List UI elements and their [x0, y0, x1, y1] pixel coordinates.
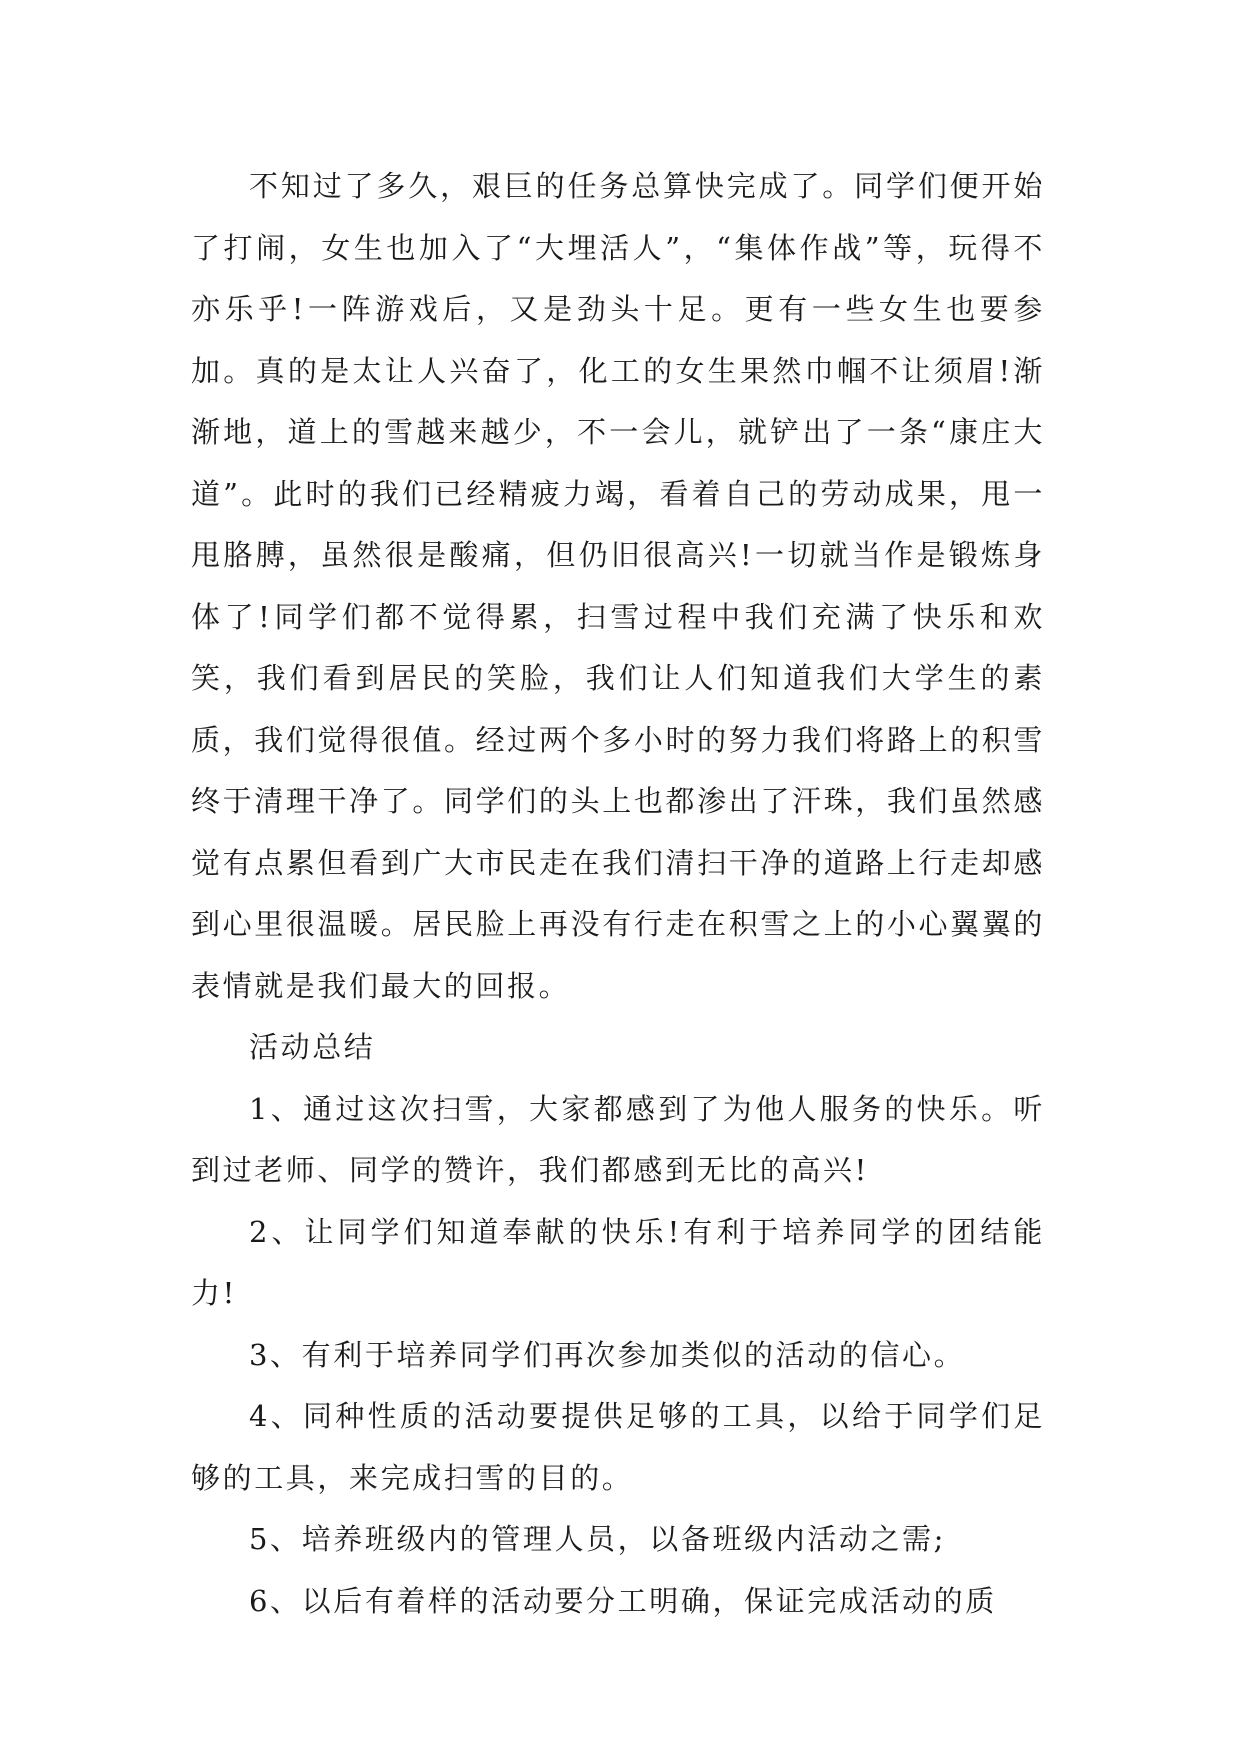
section-heading: 活动总结	[249, 1030, 376, 1064]
summary-item-4: 4、同种性质的活动要提供足够的工具，以给于同学们足够的工具，来完成扫雪的目的。	[191, 1399, 1045, 1495]
summary-item-5: 5、培养班级内的管理人员，以备班级内活动之需;	[249, 1522, 947, 1556]
body-paragraph: 不知过了多久，艰巨的任务总算快完成了。同学们便开始了打闹，女生也加入了“大埋活人”，“集体作战”等，玩得不亦乐乎!一阵游戏后，又是劲头十足。更有一些女生也要参加。真的是太让人兴奋了，化工的女生果然巾帼不让须眉!渐渐地，道上的雪越来越少，不一会儿，就铲出了一条“康庄大道”。此时的我们已经精疲力竭，看着自己的劳动成果，甩一甩胳膊，虽然很是酸痛，但仍旧很高兴!一切就当作是锻炼身体了!同学们都不觉得累，扫雪过程中我们充满了快乐和欢笑，我们看到居民的笑脸，我们让人们知道我们大学生的素质，我们觉得很值。经过两个多小时的努力我们将路上的积雪终于清理干净了。同学们的头上也都渗出了汗珠，我们虽然感觉有点累但看到广大市民走在我们清扫干净的道路上行走却感到心里很温暖。居民脸上再没有行走在积雪之上的小心翼翼的表情就是我们最大的回报。	[191, 169, 1045, 1003]
summary-item-3: 3、有利于培养同学们再次参加类似的活动的信心。	[249, 1337, 966, 1372]
document-body	[191, 156, 1045, 1632]
summary-item-2: 2、让同学们知道奉献的快乐!有利于培养同学的团结能力!	[191, 1214, 1045, 1310]
summary-item-1: 1、通过这次扫雪，大家都感到了为他人服务的快乐。听到过老师、同学的赞许，我们都感到无比的高兴!	[191, 1091, 1045, 1187]
summary-item-6: 6、以后有着样的活动要分工明确，保证完成活动的质	[249, 1583, 997, 1618]
